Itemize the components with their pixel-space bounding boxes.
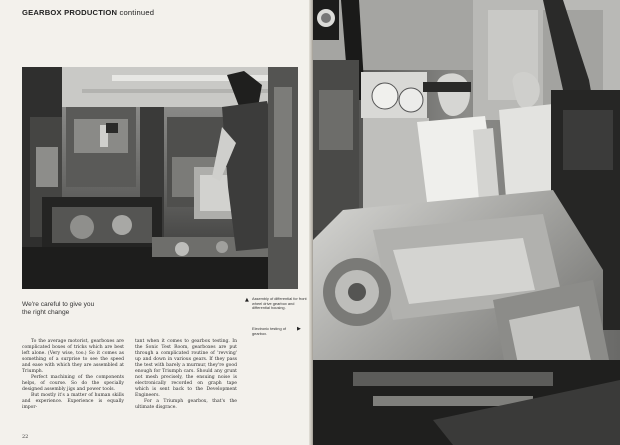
caption-testing: Electronic testing of gearbox. [252, 326, 286, 336]
subheading-line-1: We're careful to give you [22, 301, 95, 308]
sonic-test-room-photo [313, 0, 620, 445]
page-number: 22 [22, 434, 29, 440]
caption-assembly: Assembly of differential for front wheel drive gearbox and differential housing. [252, 296, 307, 311]
assembly-line-photo-illustration [22, 67, 298, 289]
paragraph: tant when it comes to gearbox testing. In the Sonic Test Room, gearboxes are put through a complicated routine of 'revving' up and down in various gears. If they pass the test with barely a murmur, they're good enough for Triumph cars. Should any grunt not mesh precisely, the ensuing noise is electronically recorded on graph tape which is sent back to the Development Engineers. [135, 339, 237, 398]
body-column-2 [135, 339, 237, 411]
header-suffix: continued [119, 8, 155, 17]
subheading-line-2: the right change [22, 309, 70, 316]
body-column-1 [22, 339, 124, 411]
triangle-right-icon: ▶ [297, 326, 301, 332]
right-page [313, 0, 620, 445]
paragraph: For a Triumph gearbox, that's the ultimate disgrace. [135, 399, 237, 410]
assembly-line-photo [22, 67, 298, 289]
paragraph: To the average motorist, gearboxes are complicated boxes of tricks which are best left alone. (Very wise, too.) So it comes as something of a surprise to see the speed and ease with which they are assembled at Triumph. [22, 339, 124, 374]
section-subheading [22, 301, 182, 317]
page-header [22, 8, 154, 17]
paragraph: But mostly it's a matter of human skills and experience. Experience is equally impor- [22, 393, 124, 410]
paragraph: Perfect machining of the components helps, of course. So do the specially designed assembly jigs and power tools. [22, 375, 124, 392]
header-title: GEARBOX PRODUCTION [22, 8, 118, 17]
triangle-left-icon: ▲ [245, 297, 249, 303]
